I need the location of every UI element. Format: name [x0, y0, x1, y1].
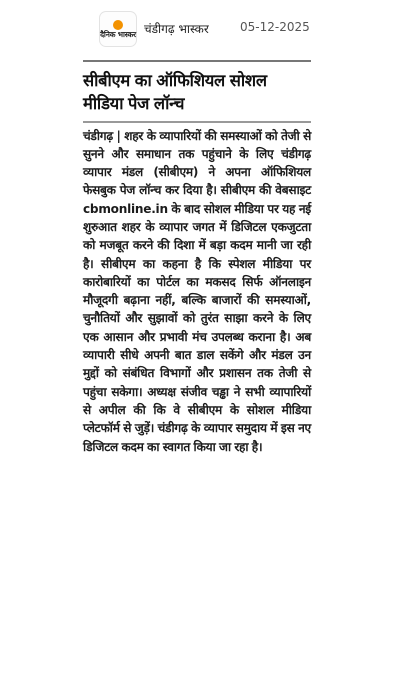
article-body — [83, 127, 311, 456]
masthead — [0, 0, 407, 58]
edition-name: चंडीगढ़ भास्कर — [144, 22, 209, 36]
article-headline: सीबीएम का ऑफिशियल सोशल मीडिया पेज लॉन्च — [83, 71, 267, 113]
news-article — [83, 60, 311, 456]
headline-top-rule — [83, 60, 311, 62]
headline-bottom-rule — [83, 121, 311, 123]
dainik-bhaskar-logo — [100, 12, 136, 46]
dateline: चंडीगढ़ | — [83, 128, 121, 143]
article-body-text: शहर के व्यापारियों की समस्याओं को तेजी से सुनने और समाधान तक पहुंचाने के लिए चंडीगढ़ व्यापार मंडल (सीबीएम) ने अपना ऑफिशियल फेसबुक पेज लॉन्च कर दिया है। सीबीएम की वेबसाइट cbmonline.in के बाद सोशल मीडिया पर यह नई शुरुआत शहर के व्यापार जगत में डिजिटल एकजुटता को मजबूत करने की दिशा में बड़ा कदम मानी जा रही है। सीबीएम का कहना है कि स्पेशल मीडिया पर कारोबारियों का पोर्टल का मकसद सिर्फ ऑनलाइन मौजूदगी बढ़ाना नहीं, बल्कि बाजारों की समस्याओं, चुनौतियों और सुझावों को तुरंत साझा करने के लिए एक आसान और प्रभावी मंच उपलब्ध कराना है। अब व्यापारी सीधे अपनी बात डाल सकेंगे और मंडल उन मुद्दों को संबंधित विभागों और प्रशासन तक तेजी से पहुंचा सकेगा। अध्यक्ष संजीव चड्ढा ने सभी व्यापारियों से अपील की कि वे सीबीएम के सोशल मीडिया प्लेटफॉर्म से जुड़ें। चंडीगढ़ के व्यापार समुदाय में इस नए डिजिटल कदम का स्वागत किया जा रहा है। — [83, 128, 311, 454]
logo-text: दैनिक भास्कर — [100, 29, 136, 39]
sun-icon — [113, 20, 123, 30]
publication-date: 05-12-2025 — [240, 20, 310, 34]
